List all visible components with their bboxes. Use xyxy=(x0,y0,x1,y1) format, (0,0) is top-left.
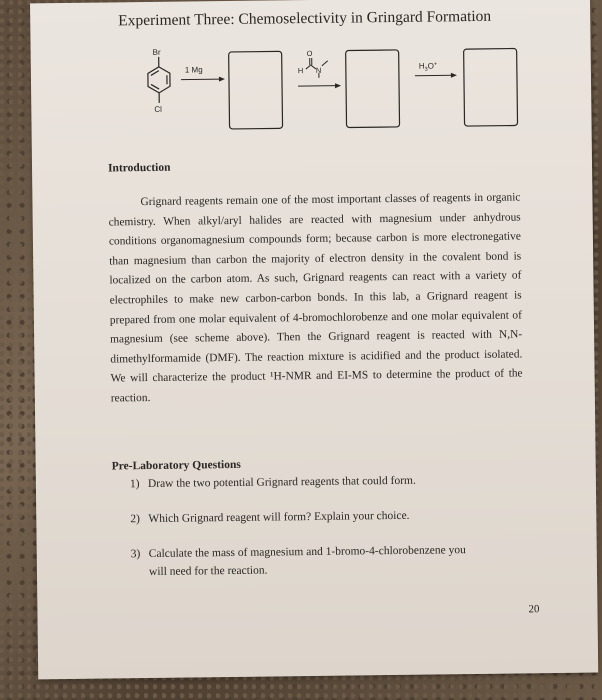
question-text: Draw the two potential Grignard reagents that could form. xyxy=(147,474,416,491)
reaction-scheme xyxy=(101,37,522,142)
reagent-h3o: $H_3O^+$ xyxy=(418,61,438,73)
question-text-continued: will need for the reaction. xyxy=(148,564,268,579)
question-text: Calculate the mass of magnesium and 1-bromo-4-chlorobenzene you xyxy=(148,544,466,561)
answer-box-3 xyxy=(464,48,518,126)
answer-box-2 xyxy=(346,50,400,128)
dmf-n: N xyxy=(315,65,322,75)
question-text: Which Grignard reagent will form? Explain your choice. xyxy=(148,509,410,526)
dmf-h: H xyxy=(297,66,304,76)
dmf-o: O xyxy=(306,48,313,59)
question-number: 1) xyxy=(129,478,140,491)
page-title: Experiment Three: Chemoselectivity in Gringard Formation xyxy=(118,7,492,30)
page-number: 20 xyxy=(528,603,540,616)
answer-box-1 xyxy=(229,51,283,129)
question-number: 2) xyxy=(130,513,140,526)
br-label: Br xyxy=(152,47,161,57)
question-1 xyxy=(130,475,416,490)
question-3 xyxy=(131,544,466,578)
introduction-heading: Introduction xyxy=(107,161,171,175)
prelab-heading: Pre-Laboratory Questions xyxy=(111,458,241,473)
worksheet-page xyxy=(30,0,598,679)
cl-label: Cl xyxy=(154,104,162,114)
question-2 xyxy=(130,510,409,525)
introduction-paragraph: Grignard reagents remain one of the most important classes of reagents in organic chemistry. When alkyl/aryl halides are reacted with magnesium under anhydrous conditions organomagnesium compounds form; because carbon is more electronegative than magnesium than carbon the majority of electron density in the covalent bond is localized on the carbon atom. As such, Grignard reagents can react with a variety of electrophiles to make new carbon-carbon bonds. In this lab, a Grignard reagent is prepared from one molar equivalent of 4-bromochlorobenze and one molar equivalent of magnesium (see scheme above). Then the Grignard reagent is reacted with N,N-dimethylformamide (DMF). The reaction mixture is acidified and the product isolated. We will characterize the product ¹H-NMR and EI-MS to determine the product of the reaction. xyxy=(108,191,523,405)
question-number: 3) xyxy=(130,548,141,561)
reagent-mg: 1 Mg xyxy=(184,65,203,75)
